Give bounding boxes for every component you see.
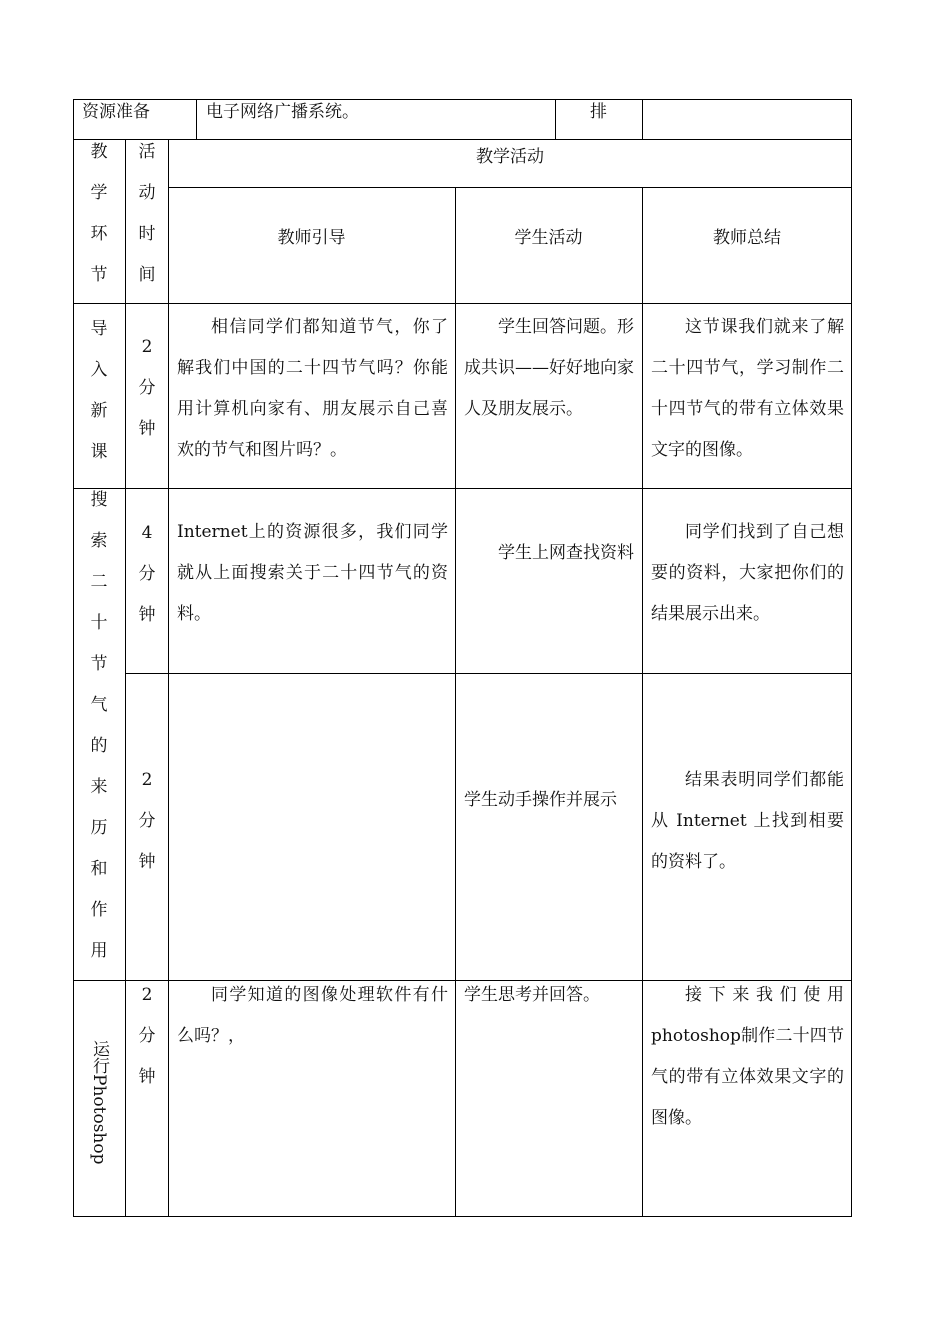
stage-cell: 导 入 新 课 xyxy=(90,319,108,462)
rule xyxy=(851,99,852,1217)
student-activity-cell: 学生回答问题。形成共识——好好地向家人及朋友展示。 xyxy=(464,317,634,419)
stage-header: 教 学 环 节 xyxy=(90,142,108,285)
time-cell: 2 分 钟 xyxy=(138,985,156,1087)
teacher-guide-header: 教师引导 xyxy=(277,228,346,248)
resource-label: 资源准备 xyxy=(82,102,150,122)
teacher-guide-cell: 同学知道的图像处理软件有什么吗？， xyxy=(177,985,448,1046)
time-header: 活 动 时 间 xyxy=(138,142,156,285)
time-cell: 2 分 钟 xyxy=(138,337,156,439)
student-activity-cell: 学生上网查找资料 xyxy=(498,543,634,563)
rule xyxy=(73,1216,852,1217)
rule xyxy=(455,187,456,1217)
student-activity-cell: 学生动手操作并展示 xyxy=(464,790,617,810)
rule xyxy=(73,99,74,1217)
teacher-summary-cell: 接下来我们使用photoshop制作二十四节气的带有立体效果文字的图像。 xyxy=(651,985,844,1128)
rule xyxy=(125,673,852,674)
rule xyxy=(73,303,852,304)
student-activity-cell: 学生思考并回答。 xyxy=(464,985,600,1005)
rule xyxy=(73,99,852,100)
rule xyxy=(555,99,556,139)
rule xyxy=(196,99,197,139)
time-cell: 4 分 钟 xyxy=(138,523,156,625)
rule xyxy=(642,187,643,1217)
teacher-summary-cell: 这节课我们就来了解二十四节气，学习制作二十四节气的带有立体效果文字的图像。 xyxy=(651,317,844,460)
student-activity-header: 学生活动 xyxy=(514,228,583,248)
activity-header: 教学活动 xyxy=(476,147,544,167)
resource-value: 电子网络广播系统。 xyxy=(206,102,359,122)
schedule-label: 排 xyxy=(590,102,607,122)
teacher-summary-cell: 同学们找到了自己想要的资料，大家把你们的结果展示出来。 xyxy=(651,522,844,624)
rule xyxy=(125,139,126,1217)
teacher-guide-cell: Internet上的资源很多，我们同学就从上面搜索关于二十四节气的资料。 xyxy=(177,522,448,624)
time-cell: 2 分 钟 xyxy=(138,770,156,872)
stage-cell-rotated: 运行Photoshop xyxy=(89,1040,109,1165)
teacher-guide-cell: 相信同学们都知道节气，你了解我们中国的二十四节气吗？你能用计算机向家有、朋友展示自己喜欢的节气和图片吗？。 xyxy=(177,317,448,460)
teacher-summary-cell: 结果表明同学们都能从 Internet 上找到相要的资料了。 xyxy=(651,770,844,872)
teacher-summary-header: 教师总结 xyxy=(713,228,781,248)
rule xyxy=(168,139,169,1217)
rule xyxy=(168,187,852,188)
rule xyxy=(642,99,643,139)
stage-cell: 搜 索 二 十 节 气 的 来 历 和 作 用 xyxy=(90,490,108,961)
rule xyxy=(73,488,852,489)
